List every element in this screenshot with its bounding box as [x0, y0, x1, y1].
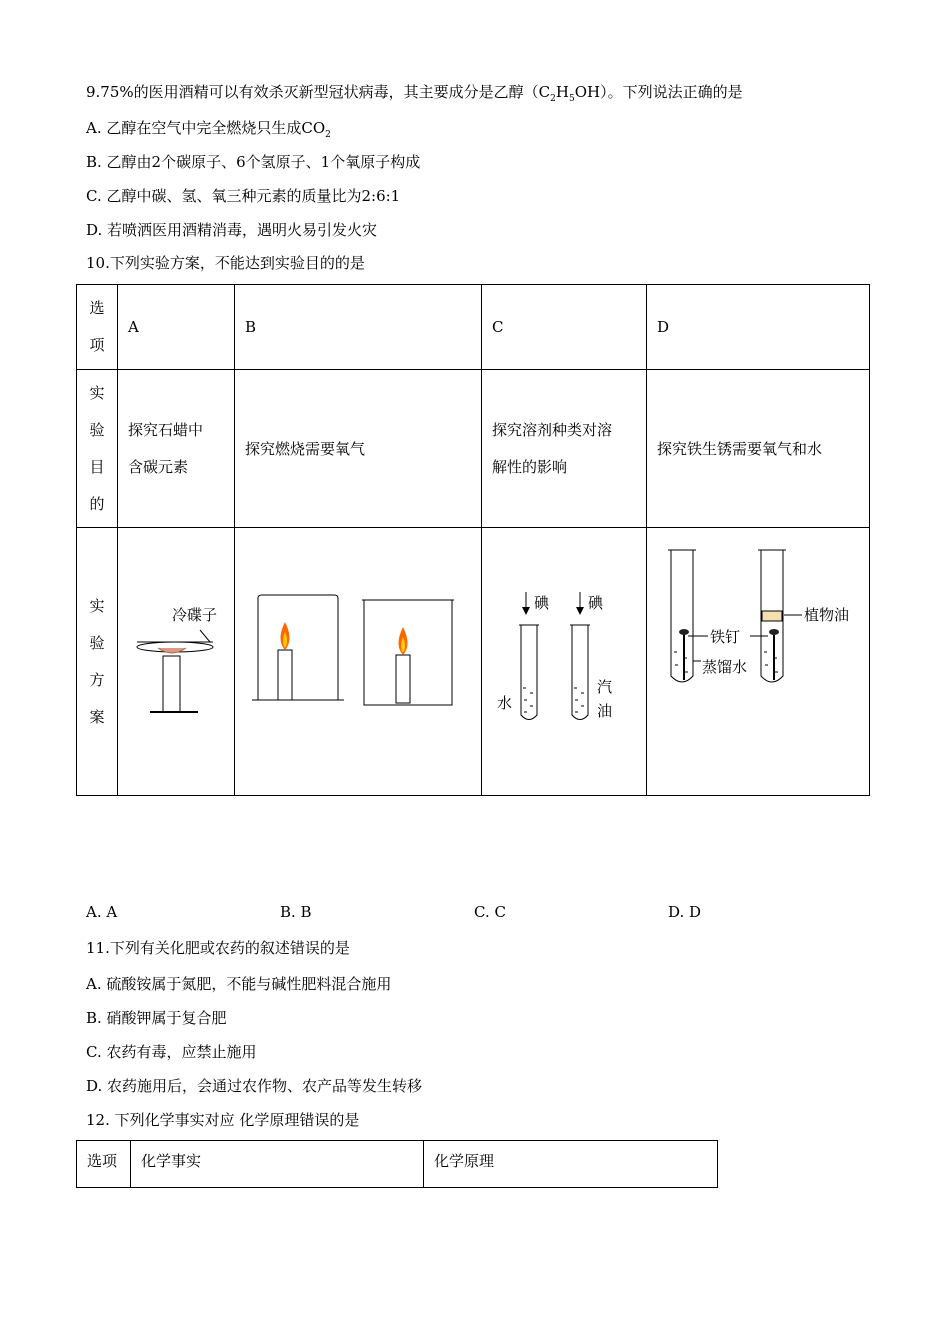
q10-answer-b: B. B — [280, 903, 312, 921]
q11-option-d: D. 农药施用后，会通过农作物、农产品等发生转移 — [86, 1077, 423, 1095]
q12-stem: 12. 下列化学事实对应 化学原理错误的是 — [86, 1111, 360, 1129]
q12-header-option: 选项 — [77, 1141, 131, 1188]
svg-text:植物油: 植物油 — [804, 606, 850, 624]
q9-option-b: B. 乙醇由2个碳原子、6个氢原子、1个氧原子构成 — [86, 153, 421, 171]
q9-stem: 9.75%的医用酒精可以有效杀灭新型冠状病毒，其主要成分是乙醇$(C_2H_5OH)$。下列说法正确的是 — [86, 83, 743, 104]
purpose-b: 探究燃烧需要氧气 — [235, 370, 482, 528]
q10-answer-a: A. A — [86, 903, 118, 921]
q10-stem: 10.下列实验方案，不能达到实验目的的是 — [86, 254, 365, 272]
scheme-label: 实 验 方 案 — [77, 528, 118, 796]
purpose-c: 探究溶剂种类对溶 解性的影响 — [482, 370, 647, 528]
svg-text:碘: 碘 — [534, 594, 550, 612]
q12-table — [76, 1140, 718, 1188]
purpose-d: 探究铁生锈需要氧气和水 — [647, 370, 870, 528]
header-c: C — [482, 285, 647, 370]
q12-header-fact: 化学事实 — [131, 1141, 424, 1188]
q10-answer-c: C. C — [474, 903, 506, 921]
svg-text:油: 油 — [597, 702, 613, 720]
header-d: D — [647, 285, 870, 370]
q11-stem: 11.下列有关化肥或农药的叙述错误的是 — [86, 939, 350, 957]
purpose-label: 实 验 目 的 — [77, 370, 118, 528]
q10-answer-d: D. D — [668, 903, 702, 921]
purpose-a: 探究石蜡中 含碳元素 — [118, 370, 235, 528]
q9-option-d: D. 若喷洒医用酒精消毒，遇明火易引发火灾 — [86, 221, 378, 239]
q12-header-principle: 化学原理 — [424, 1141, 718, 1188]
header-option-label: 选 项 — [77, 285, 118, 370]
q11-option-c: C. 农药有毒，应禁止施用 — [86, 1043, 257, 1061]
header-a: A — [118, 285, 235, 370]
header-b: B — [235, 285, 482, 370]
q11-option-b: B. 硝酸钾属于复合肥 — [86, 1009, 227, 1027]
svg-text:蒸馏水: 蒸馏水 — [702, 658, 748, 676]
svg-text:汽: 汽 — [597, 678, 613, 696]
label-cold-dish: 冷碟子 — [172, 606, 218, 624]
svg-text:碘: 碘 — [588, 594, 604, 612]
q9-option-c: C. 乙醇中碳、氢、氧三种元素的质量比为2:6:1 — [86, 187, 401, 205]
svg-text:铁钉: 铁钉 — [710, 628, 741, 646]
q10-table — [76, 284, 870, 796]
svg-text:水: 水 — [497, 694, 513, 712]
q9-option-a: A. 乙醇在空气中完全燃烧只生成$CO_2$ — [86, 119, 331, 140]
q11-option-a: A. 硫酸铵属于氮肥，不能与碱性肥料混合施用 — [86, 975, 392, 993]
